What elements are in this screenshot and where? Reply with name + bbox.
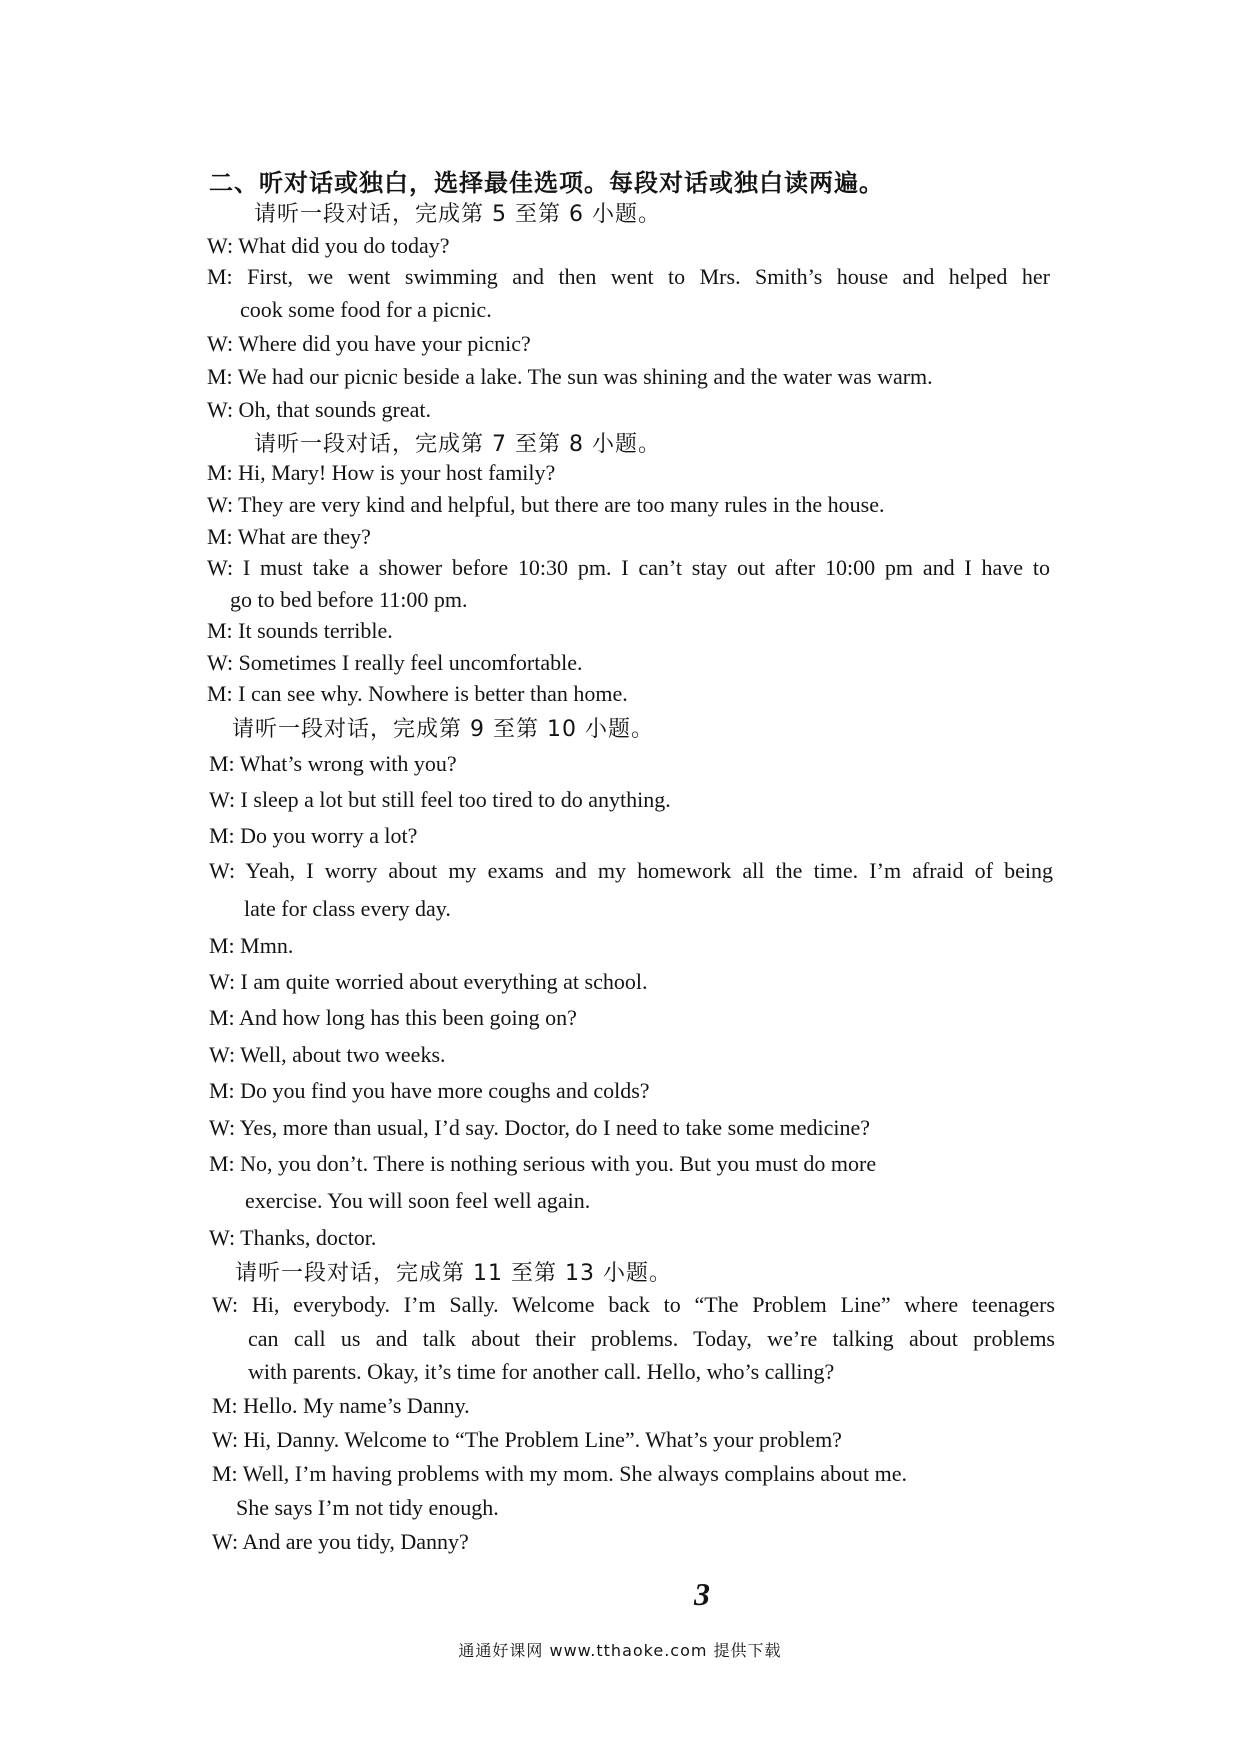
dialogue-line: W: They are very kind and helpful, but there are too many rules in the house. bbox=[207, 492, 885, 517]
dialogue-line: W: Oh, that sounds great. bbox=[207, 397, 432, 422]
dialogue-line: W: Yeah, I worry about my exams and my homework all the time. I’m afraid of being bbox=[209, 858, 1053, 883]
dialogue-line: W: Where did you have your picnic? bbox=[207, 331, 531, 356]
dialogue-line: W: Hi, Danny. Welcome to “The Problem Line”. What’s your problem? bbox=[212, 1427, 842, 1452]
instruction-q9-10: 请听一段对话，完成第 9 至第 10 小题。 bbox=[232, 717, 654, 742]
dialogue-line: M: Do you worry a lot? bbox=[209, 823, 418, 848]
dialogue-line: M: What’s wrong with you? bbox=[209, 751, 457, 776]
dialogue-line: W: Hi, everybody. I’m Sally. Welcome back to “The Problem Line” where teenagers bbox=[212, 1292, 1055, 1317]
dialogue-line: W: What did you do today? bbox=[207, 233, 450, 258]
dialogue-line: W: And are you tidy, Danny? bbox=[212, 1529, 469, 1554]
instruction-q11-13: 请听一段对话，完成第 11 至第 13 小题。 bbox=[235, 1261, 672, 1286]
dialogue-line: cook some food for a picnic. bbox=[240, 297, 492, 322]
dialogue-line: M: Hi, Mary! How is your host family? bbox=[207, 460, 556, 485]
dialogue-line: W: I must take a shower before 10:30 pm. I can’t stay out after 10:00 pm and I have to bbox=[207, 555, 1050, 580]
dialogue-line: late for class every day. bbox=[244, 896, 451, 921]
dialogue-line: M: Well, I’m having problems with my mom. She always complains about me. bbox=[212, 1461, 908, 1486]
dialogue-line: with parents. Okay, it’s time for another call. Hello, who’s calling? bbox=[248, 1359, 835, 1384]
dialogue-line: M: Do you find you have more coughs and colds? bbox=[209, 1078, 650, 1103]
dialogue-line: M: Mmn. bbox=[209, 933, 294, 958]
dialogue-line: can call us and talk about their problems. Today, we’re talking about problems bbox=[248, 1326, 1055, 1351]
page-number: 3 bbox=[694, 1576, 710, 1612]
dialogue-line: W: I am quite worried about everything at school. bbox=[209, 969, 648, 994]
dialogue-line: exercise. You will soon feel well again. bbox=[245, 1188, 591, 1213]
dialogue-line: W: Sometimes I really feel uncomfortable. bbox=[207, 650, 583, 675]
dialogue-line: M: It sounds terrible. bbox=[207, 618, 393, 643]
dialogue-line: M: No, you don’t. There is nothing serious with you. But you must do more bbox=[209, 1151, 877, 1176]
dialogue-line: W: Thanks, doctor. bbox=[209, 1225, 377, 1250]
instruction-q7-8: 请听一段对话，完成第 7 至第 8 小题。 bbox=[254, 432, 661, 457]
dialogue-line: M: We had our picnic beside a lake. The sun was shining and the water was warm. bbox=[207, 364, 933, 389]
dialogue-line: She says I’m not tidy enough. bbox=[236, 1495, 499, 1520]
dialogue-line: M: Hello. My name’s Danny. bbox=[212, 1393, 470, 1418]
instruction-q5-6: 请听一段对话，完成第 5 至第 6 小题。 bbox=[254, 202, 661, 227]
section-heading: 二、听对话或独白，选择最佳选项。每段对话或独白读两遍。 bbox=[209, 169, 884, 197]
dialogue-line: M: What are they? bbox=[207, 524, 371, 549]
dialogue-line: W: Well, about two weeks. bbox=[209, 1042, 446, 1067]
dialogue-line: W: Yes, more than usual, I’d say. Doctor, do I need to take some medicine? bbox=[209, 1115, 870, 1140]
dialogue-line: M: And how long has this been going on? bbox=[209, 1005, 577, 1030]
footer-source-note: 通通好课网 www.tthaoke.com 提供下载 bbox=[458, 1641, 782, 1660]
dialogue-line: M: I can see why. Nowhere is better than home. bbox=[207, 681, 628, 706]
dialogue-line: W: I sleep a lot but still feel too tired to do anything. bbox=[209, 787, 671, 812]
dialogue-line: go to bed before 11:00 pm. bbox=[230, 587, 468, 612]
dialogue-line: M: First, we went swimming and then went to Mrs. Smith’s house and helped her bbox=[207, 264, 1050, 289]
